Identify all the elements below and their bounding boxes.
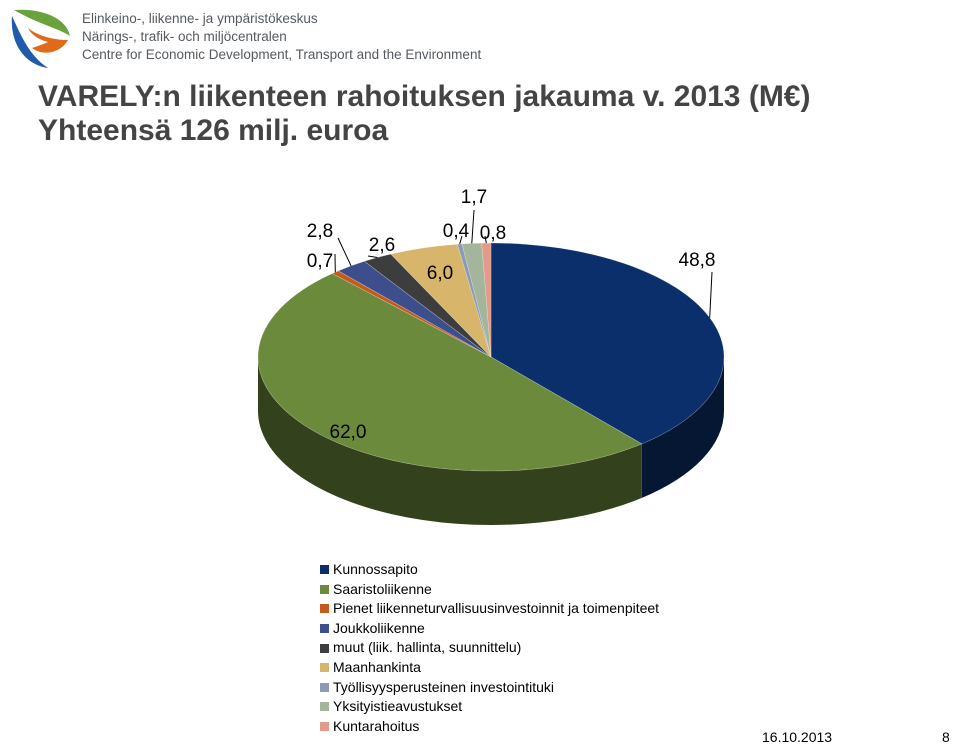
leader-line-joukkoliikenne — [338, 238, 351, 266]
legend-label: Saaristoliikenne — [333, 580, 432, 600]
data-label-saaristoliikenne: 62,0 — [330, 422, 367, 443]
org-line-en: Centre for Economic Development, Transport and the Environment — [82, 46, 481, 64]
page-number: 8 — [942, 729, 950, 745]
legend-swatch — [320, 624, 329, 633]
legend-item-maanhankinta — [320, 658, 659, 678]
legend-item-kuntarahoitus — [320, 717, 659, 737]
data-label-pienet-liikenneturvallisuusinvestoinnit-ja-toimenpiteet: 0,7 — [307, 251, 333, 272]
title-line-2: Yhteensä 126 milj. euroa — [38, 114, 811, 148]
chart-legend — [320, 560, 659, 736]
legend-item-kunnossapito — [320, 560, 659, 580]
org-line-fi: Elinkeino-, liikenne- ja ympäristökeskus — [82, 10, 481, 28]
leader-line-muut-liik-hallinta-suunnittelu — [368, 256, 377, 258]
legend-swatch — [320, 722, 329, 731]
legend-label: Työllisyysperusteinen investointituki — [333, 678, 554, 698]
data-label-yksityistieavustukset: 1,7 — [461, 187, 487, 208]
legend-item-joukkoliikenne — [320, 619, 659, 639]
leader-line-yksityistieavustukset — [472, 210, 474, 243]
title-line-1: VARELY:n liikenteen rahoituksen jakauma v. 2013 (M€) — [38, 80, 811, 114]
legend-item-ty-llisyysperusteinen-investointituki — [320, 678, 659, 698]
data-label-maanhankinta: 6,0 — [427, 263, 453, 284]
legend-swatch — [320, 585, 329, 594]
pie-slices — [258, 243, 724, 471]
legend-item-pienet-liikenneturvallisuusinvestoinnit-ja-toimenpiteet — [320, 599, 659, 619]
data-label-kunnossapito: 48,8 — [679, 250, 716, 271]
legend-item-yksityistieavustukset — [320, 697, 659, 717]
legend-swatch — [320, 644, 329, 653]
data-label-kuntarahoitus: 0,8 — [480, 223, 506, 244]
legend-swatch — [320, 683, 329, 692]
org-line-sv: Närings-, trafik- och miljöcentralen — [82, 28, 481, 46]
legend-swatch — [320, 565, 329, 574]
legend-label: Joukkoliikenne — [333, 619, 425, 639]
legend-label: muut (liik. hallinta, suunnittelu) — [333, 638, 521, 658]
legend-label: Maanhankinta — [333, 658, 421, 678]
data-label-muut-liik-hallinta-suunnittelu: 2,6 — [369, 235, 395, 256]
data-label-joukkoliikenne: 2,8 — [307, 221, 333, 242]
legend-item-saaristoliikenne — [320, 580, 659, 600]
legend-swatch — [320, 702, 329, 711]
legend-swatch — [320, 604, 329, 613]
legend-item-muut-liik-hallinta-suunnittelu — [320, 638, 659, 658]
leader-line-kunnossapito — [710, 272, 712, 318]
legend-label: Yksityistieavustukset — [333, 697, 462, 717]
legend-label: Kunnossapito — [333, 560, 418, 580]
legend-label: Kuntarahoitus — [333, 717, 419, 737]
legend-label: Pienet liikenneturvallisuusinvestoinnit ja toimenpiteet — [333, 599, 659, 619]
footer-date: 16.10.2013 — [762, 729, 832, 745]
legend-swatch — [320, 663, 329, 672]
data-label-ty-llisyysperusteinen-investointituki: 0,4 — [443, 221, 470, 242]
